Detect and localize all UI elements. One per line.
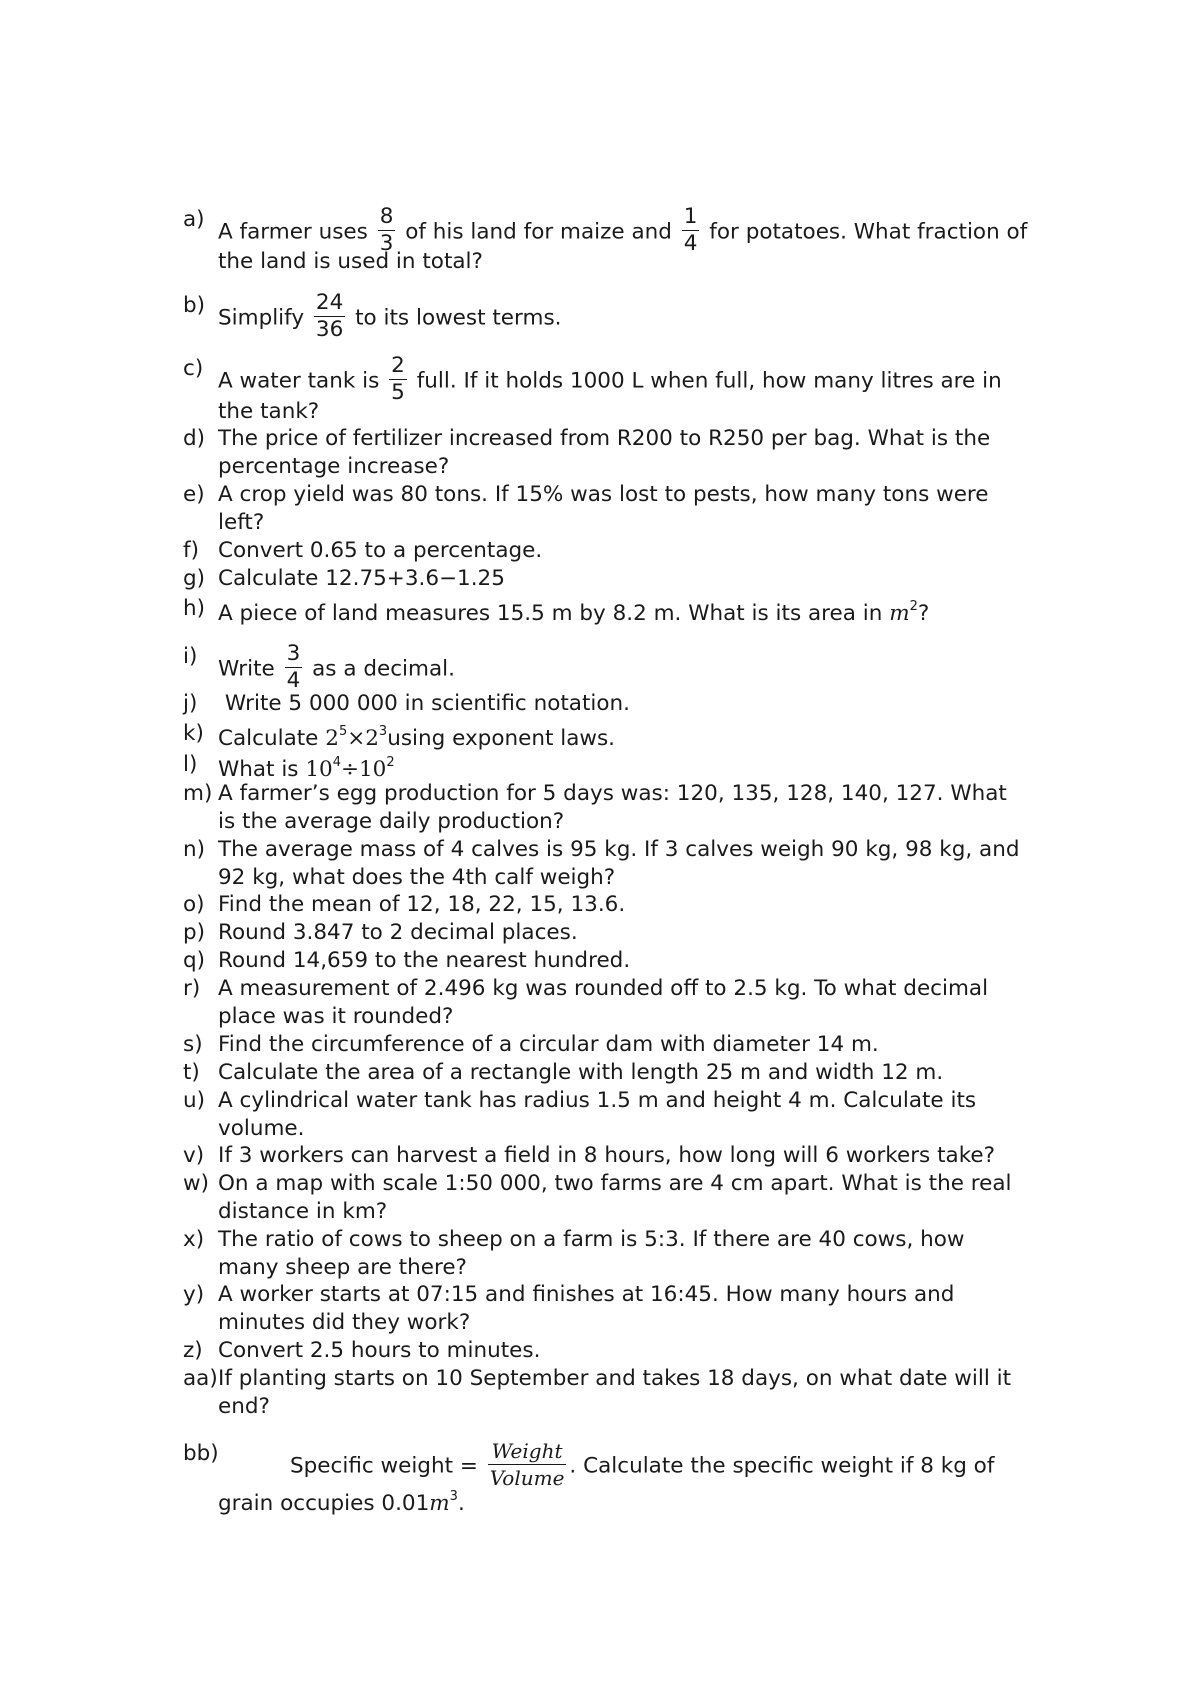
question-label: x) [183, 1227, 205, 1252]
question-text: Find the mean of 12, 18, 22, 15, 13.6. [218, 892, 626, 917]
question-text: Write 5 000 000 in scientific notation. [218, 691, 630, 716]
question-text: . [457, 1491, 465, 1517]
question-label: f) [183, 538, 199, 563]
fraction: $\frac{24}{36}$ [315, 290, 344, 342]
question-text: Specific weight = [290, 1453, 485, 1479]
question-text: Round 3.847 to 2 decimal places. [218, 920, 578, 945]
question-text: If planting starts on 10 September and takes 18 days, on what date will it [218, 1366, 1012, 1391]
question-text: many sheep are there? [218, 1255, 467, 1280]
fraction: $\frac{1}{4}$ [683, 204, 698, 256]
question-label: i) [183, 644, 198, 669]
question-text: Calculate 12.75+3.6−1.25 [218, 566, 505, 591]
question-text: If 3 workers can harvest a field in 8 hours, how long will 6 workers take? [218, 1143, 996, 1168]
unit-symbol: m [889, 601, 910, 627]
fraction: $\frac{2}{5}$ [391, 353, 405, 405]
question-label: s) [183, 1032, 203, 1057]
question-text: The ratio of cows to sheep on a farm is 5:3. If there are 40 cows, how [218, 1227, 965, 1252]
question-text: A cylindrical water tank has radius 1.5 m and height 4 m. Calculate its [218, 1088, 977, 1113]
exponent: 5 [338, 724, 348, 739]
question-label: t) [183, 1060, 200, 1085]
question-label: l) [183, 752, 198, 777]
question-text: Find the circumference of a circular dam with diameter 14 m. [218, 1032, 879, 1057]
question-text: end? [218, 1394, 270, 1419]
question-text: percentage increase? [218, 454, 450, 479]
question-text: the land is used in total? [218, 249, 483, 274]
question-text: for potatoes. What fraction of [702, 219, 1028, 245]
question-text: What is [218, 757, 306, 783]
question-text: 92 kg, what does the 4th calf weigh? [218, 865, 616, 890]
operator: × [347, 726, 366, 752]
question-text: grain occupies 0.01 [218, 1491, 430, 1517]
question-text: A farmer uses [218, 219, 375, 245]
question-label: k) [183, 721, 204, 746]
question-text: left? [218, 510, 265, 535]
question-label: e) [183, 482, 205, 507]
question-label: d) [183, 426, 206, 451]
question-text: ? [917, 601, 930, 627]
question-text: . Calculate the specific weight if 8 kg of [569, 1453, 995, 1479]
question-label: o) [183, 892, 205, 917]
question-text: Convert 0.65 to a percentage. [218, 538, 543, 563]
question-text: Round 14,659 to the nearest hundred. [218, 948, 631, 973]
question-label: a) [183, 207, 205, 232]
question-text: The average mass of 4 calves is 95 kg. If 3 calves weigh 90 kg, 98 kg, and [218, 837, 1020, 862]
question-text: volume. [218, 1116, 305, 1141]
base: 2 [365, 726, 379, 752]
question-label: u) [183, 1088, 206, 1113]
operator: ÷ [340, 757, 359, 783]
question-text: Write [218, 656, 282, 682]
question-text: the tank? [218, 399, 320, 424]
question-label: q) [183, 948, 206, 973]
base: 10 [305, 757, 333, 783]
question-text: using exponent laws. [387, 726, 616, 752]
question-label: bb) [183, 1441, 219, 1466]
question-text: distance in km? [218, 1199, 388, 1224]
question-label: m) [183, 781, 213, 806]
question-label: y) [183, 1282, 205, 1307]
question-text: full. If it holds 1000 L when full, how many litres are in [409, 368, 1002, 394]
question-text: A measurement of 2.496 kg was rounded off to 2.5 kg. To what decimal [218, 976, 989, 1001]
exponent: 4 [332, 755, 341, 770]
question-label: p) [183, 920, 206, 945]
question-label: z) [183, 1338, 203, 1363]
fraction: $\frac{3}{4}$ [286, 641, 301, 693]
question-label: j) [183, 691, 198, 716]
question-label: w) [183, 1171, 209, 1196]
question-label: c) [183, 356, 204, 381]
question-text: Convert 2.5 hours to minutes. [218, 1338, 541, 1363]
question-label: aa) [183, 1366, 218, 1391]
question-text: as a decimal. [305, 656, 455, 682]
base: 2 [325, 726, 339, 752]
question-label: v) [183, 1143, 205, 1168]
question-text: On a map with scale 1:50 000, two farms are 4 cm apart. What is the real [218, 1171, 1012, 1196]
question-text: A water tank is [218, 368, 387, 394]
base: 10 [359, 757, 387, 783]
question-text: A crop yield was 80 tons. If 15% was lost to pests, how many tons were [218, 482, 989, 507]
exponent: 2 [386, 755, 395, 770]
question-label: n) [183, 837, 206, 862]
exponent: 2 [909, 599, 918, 614]
question-label: r) [183, 976, 201, 1001]
question-text: A piece of land measures 15.5 m by 8.2 m. What is its area in [218, 601, 890, 627]
exponent: 3 [378, 724, 388, 739]
question-text: Simplify [218, 305, 311, 331]
fraction: $\frac{\text{Weight}}{\text{Volume}}$ [489, 1439, 565, 1490]
question-text: minutes did they work? [218, 1310, 471, 1335]
question-text: A farmer’s egg production for 5 days was: 120, 135, 128, 140, 127. What [218, 781, 1007, 806]
question-text: to its lowest terms. [348, 305, 562, 331]
question-text: Calculate [218, 726, 326, 752]
question-text: A worker starts at 07:15 and finishes at 16:45. How many hours and [218, 1282, 955, 1307]
question-label: g) [183, 566, 206, 591]
question-text: of his land for maize and [398, 219, 679, 245]
question-text: The price of fertilizer increased from R200 to R250 per bag. What is the [218, 426, 991, 451]
question-label: b) [183, 293, 206, 318]
question-text: Calculate the area of a rectangle with length 25 m and width 12 m. [218, 1060, 944, 1085]
question-text: place was it rounded? [218, 1004, 454, 1029]
exponent: 3 [449, 1489, 458, 1504]
unit-symbol: m [429, 1491, 450, 1517]
fraction: $\frac{8}{3}$ [379, 204, 394, 256]
question-label: h) [183, 596, 206, 621]
question-text: is the average daily production? [218, 809, 565, 834]
